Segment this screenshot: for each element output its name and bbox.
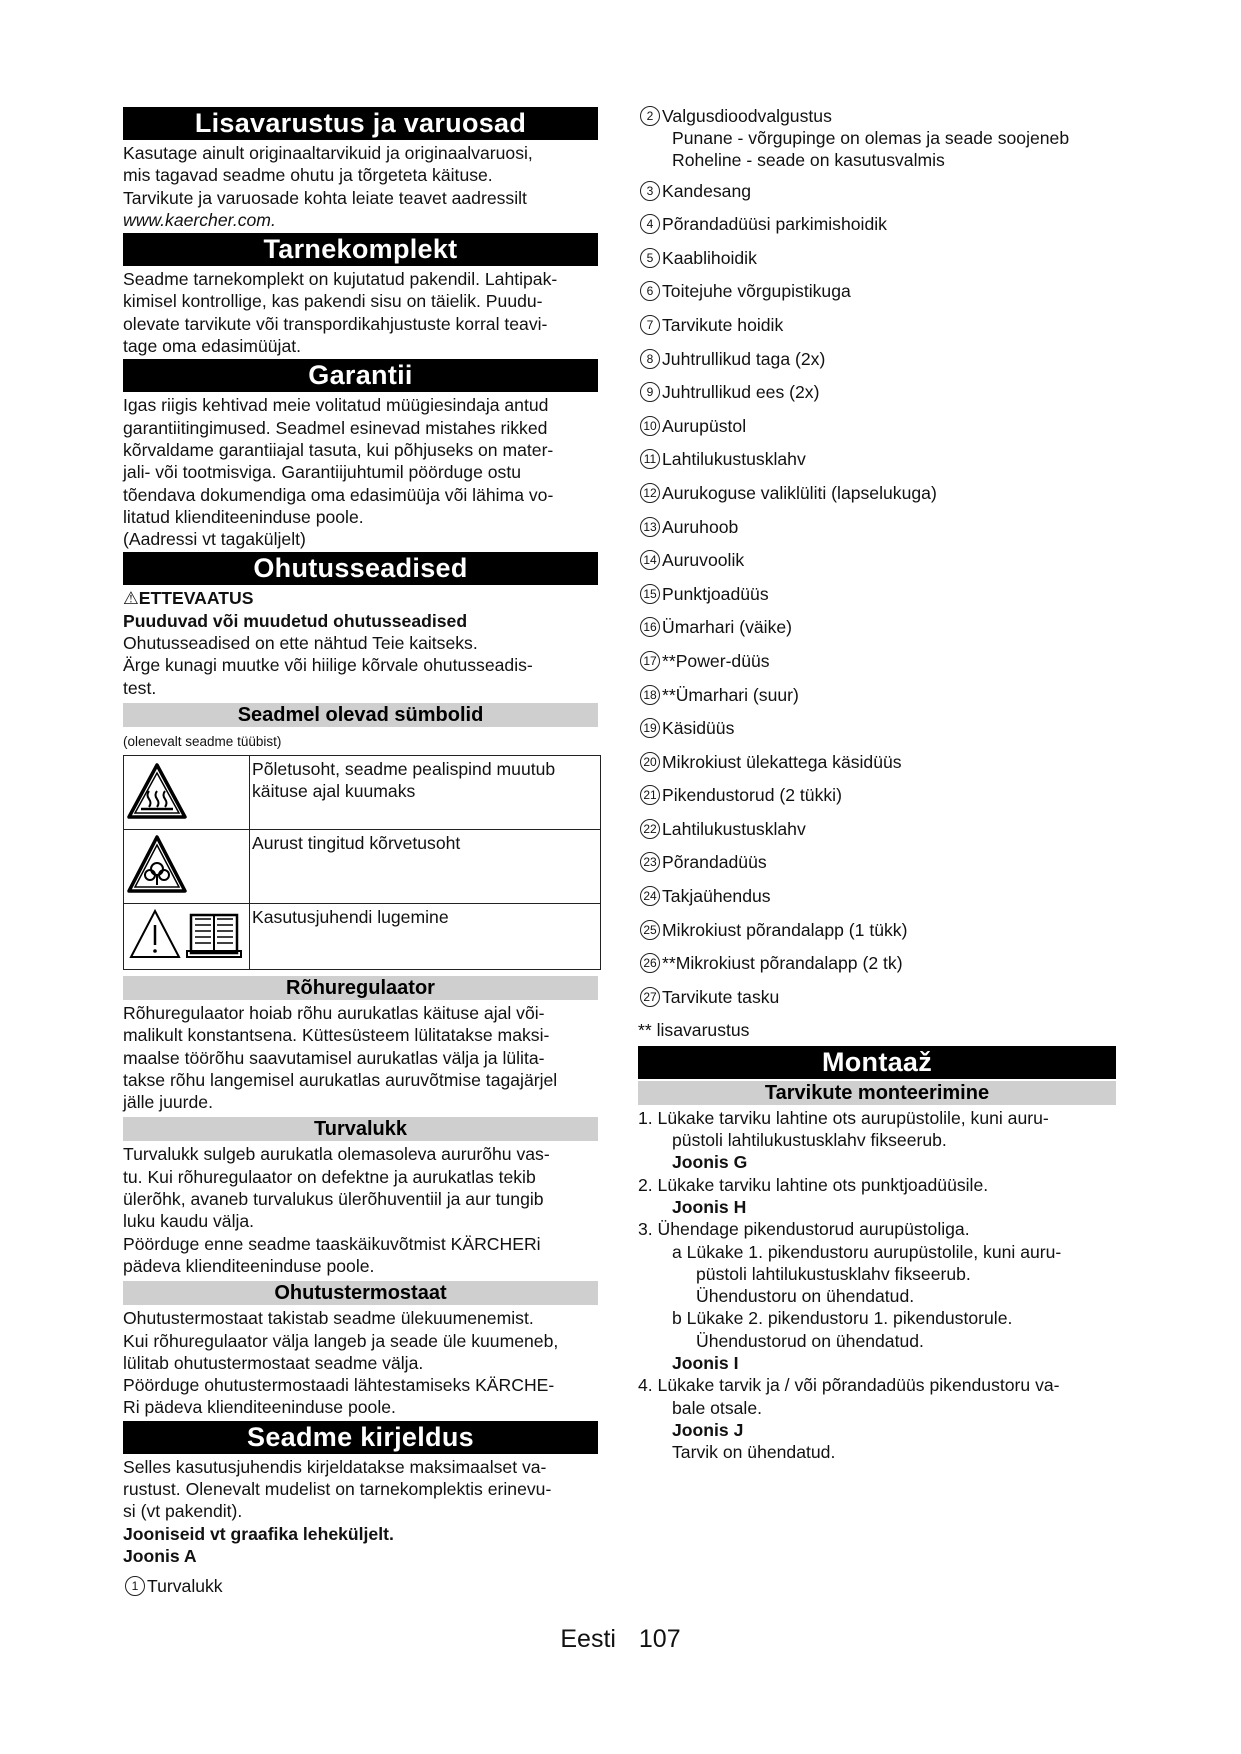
page-number: 107 (638, 1625, 681, 1653)
pressure-regulator-line: takse rõhu langemisel aurukatlas auruvõtmise tagajärjel (123, 1069, 558, 1090)
left-column (123, 105, 598, 1609)
item-label: Takjaühendus (662, 886, 771, 907)
warranty-line: jali- või tootmisviga. Garantiijuhtumil pöörduge ostu (123, 462, 522, 483)
item-label: Põrandadüüsi parkimishoidik (662, 214, 887, 235)
item-number-badge: 10 (640, 416, 660, 436)
item-label: Auruhoob (662, 516, 739, 537)
warranty-line: kõrvaldame garantiiajal tasuta, kui põhjuseks on mater- (123, 439, 554, 460)
list-item (638, 180, 1116, 214)
list-item (638, 919, 1116, 953)
item-number-badge: 16 (640, 617, 660, 637)
assembly-step-line: Tarvik on ühendatud. (672, 1442, 836, 1463)
item-number-badge: 14 (640, 550, 660, 570)
description-line: rustust. Olenevalt mudelist on tarnekomplektis erinevu- (123, 1478, 552, 1499)
safety-lock-line: tu. Kui rõhuregulaator on defektne ja aurukatlas tekib (123, 1166, 536, 1187)
safety-heading: Ohutusseadised (123, 552, 598, 585)
kaercher-url: www.kaercher.com. (123, 209, 276, 230)
hot-surface-warning-icon (125, 757, 245, 823)
item-number-badge: 20 (640, 752, 660, 772)
symbol-row (124, 903, 601, 969)
assembly-step-line: 4. Lükake tarvik ja / või põrandadüüs pikendustoru va- (638, 1375, 1060, 1396)
accessories-heading: Lisavarustus ja varuosad (123, 107, 598, 140)
item-label: Mikrokiust ülekattega käsidüüs (662, 751, 902, 772)
item-number-badge: 8 (640, 349, 660, 369)
item-label: Aurupüstol (662, 415, 747, 436)
assembly-steps (638, 1107, 1116, 1464)
led-green-description: Roheline - seade on kasutusvalmis (672, 150, 945, 171)
list-item (638, 616, 1116, 650)
safety-lock-line: luku kaudu välja. (123, 1211, 255, 1232)
list-item (638, 851, 1116, 885)
accessories-line: Kasutage ainult originaaltarvikuid ja originaalvaruosi, (123, 143, 533, 163)
item-label: Kaablihoidik (662, 247, 757, 268)
list-item (638, 516, 1116, 550)
item-number-badge: 5 (640, 248, 660, 268)
item-number-badge: 12 (640, 483, 660, 503)
item-number-badge: 26 (640, 953, 660, 973)
item-label: Juhtrullikud taga (2x) (662, 348, 826, 369)
list-item (638, 818, 1116, 852)
item-label: Auruvoolik (662, 550, 745, 571)
delivery-line: Seadme tarnekomplekt on kujutatud pakendil. Lahtipak- (123, 269, 558, 290)
item-number-badge: 19 (640, 718, 660, 738)
thermostat-line: Ri pädeva klienditeeninduse poole. (123, 1397, 396, 1418)
assembly-step-line: b Lükake 2. pikendustoru 1. pikendustorule. (672, 1308, 1013, 1329)
list-item (638, 952, 1116, 986)
thermostat-line: lülitab ohutustermostaat seadme välja. (123, 1352, 424, 1373)
item-number-badge: 22 (640, 819, 660, 839)
list-item (638, 684, 1116, 718)
thermostat-line: Kui rõhuregulaator välja langeb ja seade üle kuumeneb, (123, 1330, 559, 1351)
symbol-text-line: Aurust tingitud kõrvetusoht (252, 832, 461, 853)
item-number-badge: 25 (640, 920, 660, 940)
list-item (638, 650, 1116, 684)
safety-lock-line: Turvalukk sulgeb aurukatla olemasoleva aururõhu vas- (123, 1144, 550, 1165)
steam-burn-warning-icon (125, 831, 245, 897)
description-heading: Seadme kirjeldus (123, 1421, 598, 1454)
read-manual-icon (125, 905, 245, 963)
item-label: Käsidüüs (662, 718, 735, 739)
list-item (123, 1575, 598, 1609)
item-label: Toitejuhe võrgupistikuga (662, 281, 851, 302)
safety-line: Ohutusseadised on ette nähtud Teie kaitseks. (123, 633, 478, 654)
safety-lock-line: Pöörduge enne seadme taaskäikuvõtmist KÄRCHERi (123, 1233, 541, 1254)
list-item (638, 549, 1116, 583)
safety-lock-heading: Turvalukk (123, 1117, 598, 1141)
warranty-line: tõendava dokumendiga oma edasimüüja või lähima vo- (123, 484, 554, 505)
list-item (638, 751, 1116, 785)
item-number-badge: 21 (640, 785, 660, 805)
description-line: Selles kasutusjuhendis kirjeldatakse maksimaalset va- (123, 1456, 547, 1477)
list-item (638, 348, 1116, 382)
item-label: Kandesang (662, 180, 752, 201)
assembly-step-line: püstoli lahtilukustusklahv fikseerub. (672, 1130, 947, 1151)
list-item (638, 314, 1116, 348)
item-label: Tarvikute hoidik (662, 314, 784, 335)
pressure-regulator-line: jälle juurde. (123, 1092, 213, 1113)
caution-subtitle: Puuduvad või muudetud ohutusseadised (123, 610, 468, 631)
assembly-step-line: a Lükake 1. pikendustoru aurupüstolile, kuni auru- (672, 1241, 1062, 1262)
item-label: Ümarhari (väike) (662, 617, 793, 638)
item-number-badge: 1 (125, 1576, 145, 1596)
item-label: Aurukoguse valiklüliti (lapselukuga) (662, 482, 937, 503)
item-label: Lahtilukustusklahv (662, 449, 806, 470)
pressure-regulator-line: Rõhuregulaator hoiab rõhu aurukatlas käituse ajal või- (123, 1002, 545, 1023)
assembly-step-line: 3. Ühendage pikendustorud aurupüstoliga. (638, 1219, 970, 1240)
item-number-badge: 3 (640, 181, 660, 201)
warranty-line: litatud klienditeeninduse poole. (123, 506, 364, 527)
item-label: **Ümarhari (suur) (662, 684, 799, 705)
item-label: Punktjoadüüs (662, 583, 769, 604)
symbol-text-line: Kasutusjuhendi lugemine (252, 906, 449, 927)
delivery-heading: Tarnekomplekt (123, 233, 598, 266)
item-label: Tarvikute tasku (662, 986, 780, 1007)
item-number-badge: 27 (640, 987, 660, 1007)
list-item (638, 448, 1116, 482)
thermostat-line: Ohutustermostaat takistab seadme ülekuumenemist. (123, 1308, 534, 1329)
item-label: Mikrokiust põrandalapp (1 tükk) (662, 919, 908, 940)
parts-list (638, 180, 1116, 1020)
symbol-icon-cell (124, 829, 250, 903)
assembly-step-line: Ühendustoru on ühendatud. (696, 1286, 915, 1307)
list-item (638, 280, 1116, 314)
warranty-line: Igas riigis kehtivad meie volitatud müügiesindaja antud (123, 395, 549, 416)
item-number-badge: 6 (640, 281, 660, 301)
item-label: Lahtilukustusklahv (662, 818, 806, 839)
item-label: Turvalukk (147, 1576, 223, 1597)
list-item (638, 381, 1116, 415)
assembly-step-line: püstoli lahtilukustusklahv fikseerub. (696, 1263, 971, 1284)
symbol-text (250, 755, 601, 829)
item-number-badge: 9 (640, 382, 660, 402)
item-number-badge: 13 (640, 517, 660, 537)
list-item (638, 482, 1116, 516)
accessories-line: Tarvikute ja varuosade kohta leiate teavet aadressilt (123, 187, 527, 208)
item-label: **Power-düüs (662, 650, 770, 671)
warranty-line: (Aadressi vt tagaküljelt) (123, 529, 306, 550)
delivery-line: tage oma edasimüüjat. (123, 336, 301, 357)
safety-line: Ärge kunagi muutke või hiilige kõrvale ohutusseadis- (123, 655, 533, 676)
pressure-regulator-line: malikult konstantsena. Küttesüsteem lülitatakse maksi- (123, 1025, 550, 1046)
thermostat-line: Pöörduge ohutustermostaadi lähtestamiseks KÄRCHE- (123, 1375, 555, 1396)
right-column (638, 105, 1116, 1463)
safety-line: test. (123, 677, 157, 698)
assembly-step-line: Joonis I (672, 1353, 739, 1373)
assembly-step-line: Joonis G (672, 1152, 748, 1173)
delivery-line: kimisel kontrollige, kas pakendi sisu on täielik. Puudu- (123, 291, 543, 312)
symbol-text-line: Põletusoht, seadme pealispind muutub (252, 758, 556, 779)
assembly-subheading: Tarvikute monteerimine (638, 1081, 1116, 1105)
symbol-row (124, 755, 601, 829)
assembly-step-line: bale otsale. (672, 1397, 762, 1418)
pressure-regulator-heading: Rõhuregulaator (123, 976, 598, 1000)
item-label: Juhtrullikud ees (2x) (662, 382, 820, 403)
list-item (638, 415, 1116, 449)
list-item (638, 717, 1116, 751)
list-item (638, 247, 1116, 281)
item-label: Põrandadüüs (662, 852, 767, 873)
thermostat-heading: Ohutustermostaat (123, 1281, 598, 1305)
item-label: Pikendustorud (2 tükki) (662, 785, 842, 806)
assembly-step-line: 1. Lükake tarviku lahtine ots aurupüstolile, kuni auru- (638, 1107, 1049, 1128)
symbol-icon-cell (124, 755, 250, 829)
safety-lock-line: ülerõhk, avaneb turvalukus ülerõhuventiil ja aur tungib (123, 1189, 544, 1210)
item-number-badge: 4 (640, 214, 660, 234)
symbol-text (250, 829, 601, 903)
list-item (638, 885, 1116, 919)
figure-label: Joonis A (123, 1545, 197, 1566)
assembly-step-line: Joonis H (672, 1196, 747, 1217)
item-label: Valgusdioodvalgustus (662, 106, 832, 126)
assembly-step-line: Joonis J (672, 1419, 744, 1440)
list-item (638, 986, 1116, 1020)
assembly-step-line: Ühendustorud on ühendatud. (696, 1330, 924, 1351)
item-number-badge: 23 (640, 852, 660, 872)
footer-language: Eesti (560, 1625, 616, 1653)
symbols-heading: Seadmel olevad sümbolid (123, 703, 598, 727)
warranty-line: garantiitingimused. Seadmel esinevad mistahes rikked (123, 417, 548, 438)
symbol-text (250, 903, 601, 969)
accessories-line: mis tagavad seadme ohutu ja tõrgeteta käituse. (123, 165, 493, 186)
assembly-heading: Montaaž (638, 1046, 1116, 1079)
item-number-badge: 15 (640, 584, 660, 604)
safety-lock-line: pädeva klienditeeninduse poole. (123, 1255, 375, 1276)
item-number-badge: 24 (640, 886, 660, 906)
symbols-note: (olenevalt seadme tüübist) (123, 733, 282, 749)
item-number-badge: 2 (640, 106, 660, 126)
item-number-badge: 17 (640, 651, 660, 671)
item-number-badge: 18 (640, 685, 660, 705)
list-item (638, 583, 1116, 617)
item-label: **Mikrokiust põrandalapp (2 tk) (662, 953, 903, 974)
list-item (638, 105, 1116, 127)
symbol-row (124, 829, 601, 903)
description-line: si (vt pakendit). (123, 1501, 243, 1522)
warranty-heading: Garantii (123, 359, 598, 392)
graphics-reference: Jooniseid vt graafika leheküljelt. (123, 1523, 394, 1544)
assembly-step-line: 2. Lükake tarviku lahtine ots punktjoadüüsile. (638, 1174, 989, 1195)
item-number-badge: 7 (640, 315, 660, 335)
footnote: ** lisavarustus (638, 1020, 750, 1041)
led-red-description: Punane - võrgupinge on olemas ja seade soojeneb (672, 128, 1070, 148)
list-item (638, 213, 1116, 247)
page-footer (0, 1625, 1241, 1654)
symbol-icon-cell (124, 903, 250, 969)
delivery-line: olevate tarvikute või transpordikahjustuste korral teavi- (123, 313, 548, 334)
caution-label: ⚠ETTEVAATUS (123, 588, 254, 609)
item-number-badge: 11 (640, 449, 660, 469)
symbol-text-line: käituse ajal kuumaks (252, 780, 416, 801)
list-item (638, 784, 1116, 818)
symbols-table (123, 755, 601, 970)
pressure-regulator-line: maalse töörõhu saavutamisel aurukatlas välja ja lülita- (123, 1047, 545, 1068)
